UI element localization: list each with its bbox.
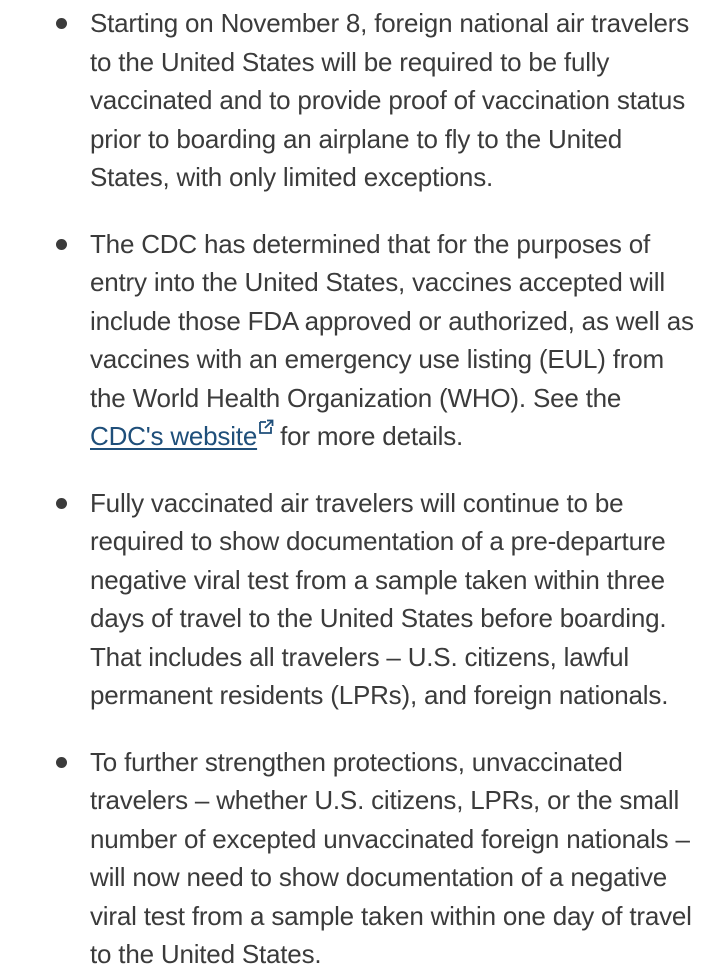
cdc-website-link[interactable]: CDC's website bbox=[90, 421, 258, 451]
external-link-icon[interactable] bbox=[258, 419, 274, 435]
bullet-list bbox=[54, 4, 699, 974]
bullet-item-vaccination-requirement bbox=[54, 4, 699, 197]
bullet-text: The CDC has determined that for the purposes of entry into the United States, vaccines accepted will include those FDA approved or authorized, as well as vaccines with an emergency use listing (EUL) from the World Health Organization (WHO). See the bbox=[90, 228, 694, 413]
bullet-item-accepted-vaccines bbox=[54, 225, 699, 456]
bullet-text-after-link: for more details. bbox=[280, 421, 464, 451]
bullet-item-unvaccinated-testing bbox=[54, 743, 699, 974]
bullet-text: Starting on November 8, foreign national air travelers to the United States will be required to be fully vaccinated and to provide proof of vaccination status prior to boarding an airplane to fly to the United States, with only limited exceptions. bbox=[90, 8, 690, 192]
bullet-text: Fully vaccinated air travelers will continue to be required to show documentation of a pre-departure negative viral test from a sample taken within three days of travel to the United States before boarding. That includes all travelers – U.S. citizens, lawful permanent residents (LPRs), and foreign nationals. bbox=[90, 487, 669, 710]
bullet-item-fully-vaccinated-testing bbox=[54, 484, 699, 715]
bullet-text: To further strengthen protections, unvaccinated travelers – whether U.S. citizens, LPRs, or the small number of excepted unvaccinated foreign nationals – will now need to show documentation of a negative viral test from a sample taken within one day of travel to the United States. bbox=[90, 746, 692, 969]
